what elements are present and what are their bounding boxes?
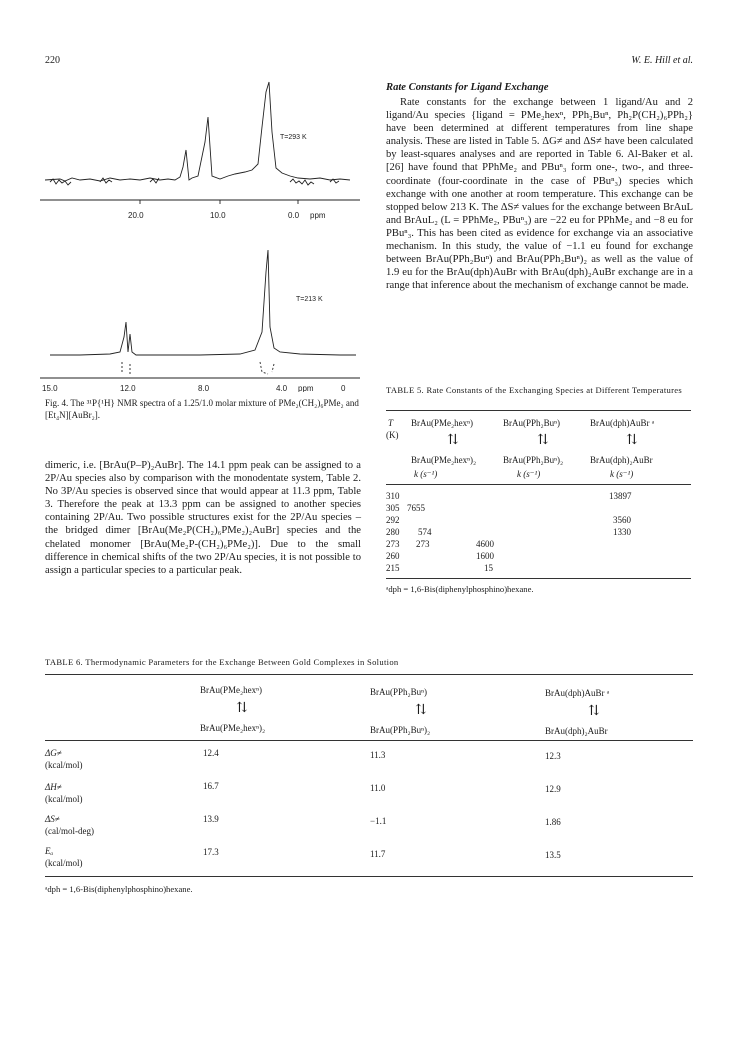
table6-species-bottom-3: BrAu(dph)₂AuBr [545, 726, 608, 736]
table5-cell-c1: 273 [416, 539, 430, 549]
table6-param: ΔS≠ [45, 814, 60, 824]
table6-equilibrium-arrow-3: ⇅ [588, 704, 600, 719]
spectrum-top-trace [45, 82, 350, 181]
table5-cell-t: 215 [386, 563, 400, 573]
table6-header-rule [45, 740, 693, 741]
table6-value: 1.86 [545, 817, 561, 827]
table5-species-top-3: BrAu(dph)AuBr ᵃ [590, 418, 655, 428]
table6-caption: TABLE 6. Thermodynamic Parameters for the Exchange Between Gold Complexes in Solution [45, 657, 399, 667]
table5-cell-c2: 15 [484, 563, 493, 573]
table5-k-label-1: k (s⁻¹) [414, 469, 438, 479]
table5-species-bottom-2: BrAu(PPh₂Buⁿ)₂ [503, 455, 564, 465]
table6-value: 13.9 [203, 814, 219, 824]
table5-col-t: T [388, 418, 394, 428]
table6-value: 12.3 [545, 751, 561, 761]
table5-cell-c3: 13897 [609, 491, 632, 501]
table5-k-label-2: k (s⁻¹) [517, 469, 541, 479]
table6-equilibrium-arrow-2: ⇅ [415, 703, 427, 718]
table6-value: 11.3 [370, 750, 386, 760]
spectrum-bottom-tick-2: 12.0 [120, 384, 136, 392]
spectrum-top-tick-2: 10.0 [210, 211, 226, 220]
table5-equilibrium-arrow-1: ⇅ [447, 433, 459, 448]
table6-bottom-rule [45, 876, 693, 877]
table5-cell-t: 273 [386, 539, 400, 549]
nmr-spectra-figure [40, 72, 360, 392]
table5-top-rule [386, 410, 691, 411]
table6-value: 11.7 [370, 849, 386, 859]
figure-caption: Fig. 4. The ³¹P{¹H} NMR spectra of a 1.25/1.0 molar mixture of PMe₂(CH₂)₆PMe₂ and [Et₄N][AuBr₂]. [45, 398, 359, 420]
table6-value: 12.4 [203, 748, 219, 758]
table6-param-unit: (kcal/mol) [45, 858, 83, 868]
spectrum-bottom-tick-1: 15.0 [42, 384, 58, 392]
table6-footnote: ᵃdph = 1,6-Bis(diphenylphosphino)hexane. [45, 884, 193, 894]
table5-cell-c1: 574 [418, 527, 432, 537]
right-body-text: Rate constants for the exchange between 1 ligand/Au and 2 ligand/Au species {ligand = PMe₂hexⁿ, PPh₂Buⁿ, Ph₂P(CH₂)₆PPh₂} have been determined at different temperatures from line shape analysis. These are listed in Table 5. ΔG≠ and ΔS≠ have been calculated by least-squares analyses and are reported in Table 6. Al-Baker et al. [26] have found that PPhMe₂ and PBuⁿ₃ form one-, two-, and three-coordinate (four-coordinate in the case of PBuⁿ₃) species which exchange with one another at room temperature. This exchange can be stopped below 213 K. The ΔS≠ values for the exchange between BrAuL and BrAuL₂ (L = PPhMe₂, PBuⁿ₃) are −22 eu for PPhMe₂ and −8 eu for PBuⁿ₃. This has been cited as evidence for exchange via an associative mechanism. In this study, the value of −1.1 eu found for exchange between BrAu(PPh₂Buⁿ) and BrAu(PPh₂Buⁿ)₂ as well as the value of 1.9 eu for the BrAu(dph)AuBr with BrAu(dph)₂AuBr exchange are in a range that inference about the mechanism of exchange cannot be made. [386, 97, 693, 292]
spectrum-bottom [40, 250, 360, 378]
table5-cell-t: 280 [386, 527, 400, 537]
table6-top-rule [45, 674, 693, 675]
table6-species-top-3: BrAu(dph)AuBr ᵃ [545, 688, 610, 698]
spectrum-top-tick-3: 0.0 [288, 211, 300, 220]
table5-cell-t: 292 [386, 515, 400, 525]
table5-cell-c1: 7655 [407, 503, 425, 513]
table6-value: 13.5 [545, 850, 561, 860]
table5-cell-t: 305 [386, 503, 400, 513]
section-title: Rate Constants for Ligand Exchange [386, 82, 549, 93]
spectrum-bottom-dashes [122, 362, 274, 374]
table6-param-unit: (kcal/mol) [45, 760, 83, 770]
table5-cell-c2: 4600 [476, 539, 494, 549]
table6-value: −1.1 [370, 816, 387, 826]
running-head: W. E. Hill et al. [631, 55, 693, 66]
table6-species-top-2: BrAu(PPh₂Buⁿ) [370, 687, 427, 697]
table5-footnote: ᵃdph = 1,6-Bis(diphenylphosphino)hexane. [386, 584, 534, 594]
table5-k-label-3: k (s⁻¹) [610, 469, 634, 479]
table6-param: ΔH≠ [45, 782, 62, 792]
spectrum-bottom-temp-label: T=213 K [296, 296, 323, 303]
table5-header-rule [386, 484, 691, 485]
spectrum-bottom-tick-3: 8.0 [198, 384, 210, 392]
table5-col-t-unit: (K) [386, 430, 399, 440]
table5-equilibrium-arrow-3: ⇅ [626, 433, 638, 448]
table5-cell-t: 260 [386, 551, 400, 561]
spectrum-top [40, 82, 360, 204]
table6-value: 12.9 [545, 784, 561, 794]
left-body-text: dimeric, i.e. [BrAu(P–P)₂AuBr]. The 14.1 ppm peak can be assigned to a 2P/Au species also by comparison with the monodentate system, Table 2. No 3P/Au species is observed since that would appear at 11.3 ppm, Table 3. Therefore the peak at 13.3 ppm can be assigned to another species containing 2P/Au. Two possible structures exist for the 2P/Au species – the bridged dimer [BrAu(Me₂P(CH₂)₆PMe₂)₂AuBr] species and the chelated monomer [BrAu(Me₂P-(CH₂)₆PMe₂)]. Due to the small difference in chemical shifts of the two 2P/Au species, it is not possible to assign a particular species to a particular peak. [45, 460, 361, 576]
table6-value: 17.3 [203, 847, 219, 857]
spectrum-bottom-unit: ppm [298, 384, 314, 392]
table6-param-unit: (cal/mol-deg) [45, 826, 94, 836]
table5-caption: TABLE 5. Rate Constants of the Exchanging Species at Different Temperatures [386, 385, 683, 395]
table6-param: Eₐ [45, 846, 54, 856]
table5-cell-t: 310 [386, 491, 400, 501]
table5-cell-c3: 1330 [613, 527, 631, 537]
page-number: 220 [45, 55, 60, 66]
spectrum-bottom-tick-4: 4.0 [276, 384, 288, 392]
table5-cell-c3: 3560 [613, 515, 631, 525]
spectrum-top-noise [50, 178, 339, 185]
table5-cell-c2: 1600 [476, 551, 494, 561]
table6-value: 11.0 [370, 783, 386, 793]
table6-equilibrium-arrow-1: ⇅ [236, 701, 248, 716]
table5-species-bottom-3: BrAu(dph)₂AuBr [590, 455, 653, 465]
table5-bottom-rule [386, 578, 691, 579]
table6-param-unit: (kcal/mol) [45, 794, 83, 804]
table5-equilibrium-arrow-2: ⇅ [537, 433, 549, 448]
table6-species-top-1: BrAu(PMe₂hexⁿ) [200, 685, 262, 695]
table6-species-bottom-1: BrAu(PMe₂hexⁿ)₂ [200, 723, 266, 733]
table6-species-bottom-2: BrAu(PPh₂Buⁿ)₂ [370, 725, 431, 735]
spectrum-bottom-tick-5: 0 [341, 384, 346, 392]
spectrum-top-tick-1: 20.0 [128, 211, 144, 220]
spectrum-top-temp-label: T=293 K [280, 134, 307, 141]
table5-species-top-2: BrAu(PPh₂Buⁿ) [503, 418, 560, 428]
table5-species-top-1: BrAu(PMe₂hexⁿ) [411, 418, 473, 428]
spectrum-top-unit: ppm [310, 211, 326, 220]
table6-param: ΔG≠ [45, 748, 62, 758]
table5-species-bottom-1: BrAu(PMe₂hexⁿ)₂ [411, 455, 477, 465]
table6-value: 16.7 [203, 781, 219, 791]
